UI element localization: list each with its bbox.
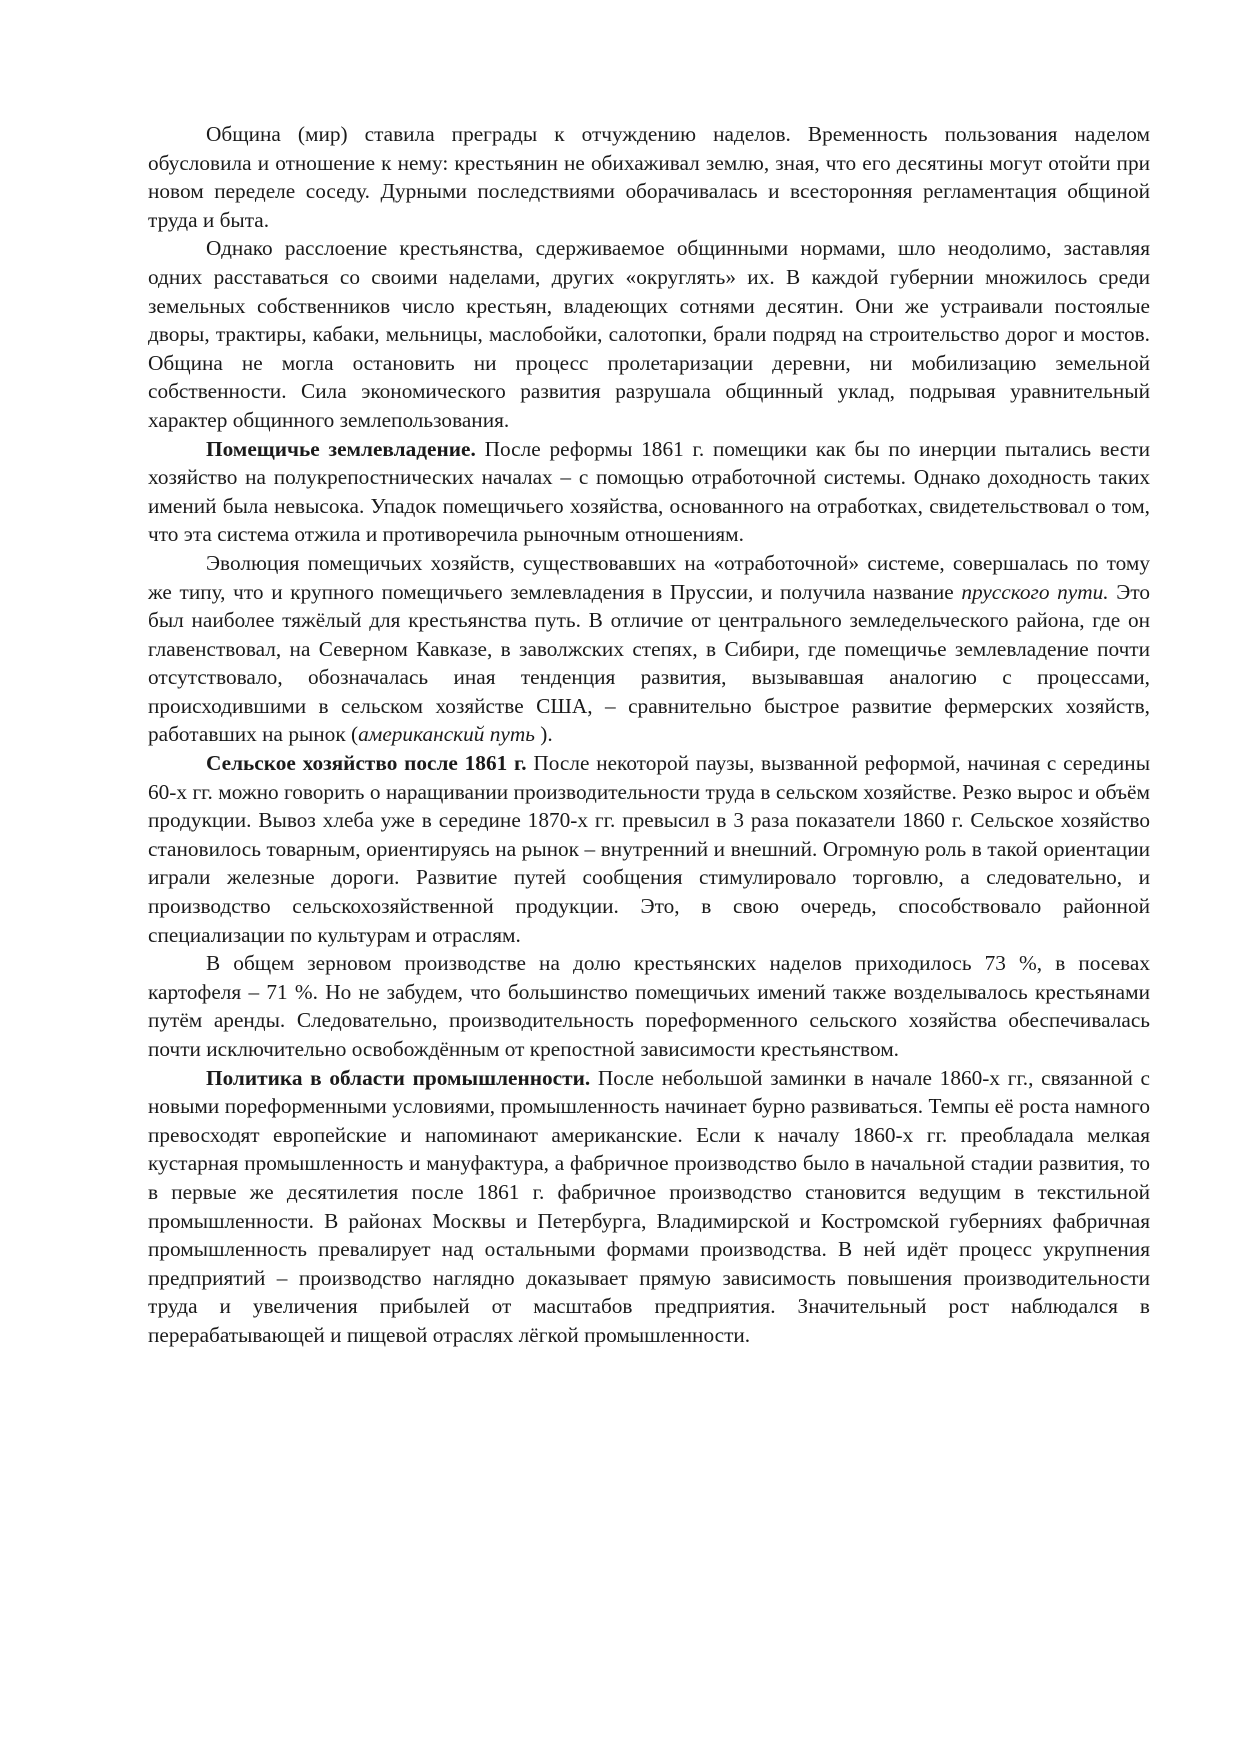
paragraph-text: Эволюция помещичьих хозяйств, существовавших на «отработочной» системе, совершалась по тому же типу, что и крупного помещичьего землевладения в Пруссии, и получила название (148, 550, 1150, 604)
paragraph-industry-policy (148, 1064, 1150, 1350)
italic-term: американский путь (358, 722, 535, 747)
section-heading: Сельское хозяйство после 1861 г. (206, 751, 527, 776)
paragraph-text: После реформы 1861 г. помещики как бы по инерции пытались вести хозяйство на полукрепостнических началах – с помощью отработочной системы. Однако доходность таких имений была невысока. Упадок помещичьего хозяйства, основанного на отработках, свидетельствовал о том, что эта система отжила и противоречила рыночным отношениям. (148, 436, 1150, 547)
paragraph-text: ). (534, 722, 553, 747)
paragraph-text: После небольшой заминки в начале 1860-х гг., связанной с новыми пореформенными условиями, промышленность начинает бурно развиваться. Темпы её роста намного превосходят европейские и напоминают американские. Если к началу 1860-х гг. преобладала мелкая кустарная промышленность и мануфактура, а фабричное производство было в начальной стадии развития, то в первые же десятилетия после 1861 г. фабричное производство становится ведущим в текстильной промышленности. В районах Москвы и Петербурга, Владимирской и Костромской губерниях фабричная промышленность превалирует над остальными формами производства. В ней идёт процесс укрупнения предприятий – производство наглядно доказывает прямую зависимость повышения производительности труда и увеличения прибылей от масштабов предприятия. Значительный рост наблюдался в перерабатывающей и пищевой отраслях лёгкой промышленности. (148, 1065, 1150, 1347)
paragraph-text: Это был наиболее тяжёлый для крестьянства путь. В отличие от центрального земледельческого района, где он главенствовал, на Северном Кавказе, в заволжских степях, в Сибири, где помещичье землевладение почти отсутствовало, обозначалась иная тенденция развития, вызывавшая аналогию с процессами, происходившими в сельском хозяйстве США, – сравнительно быстрое развитие фермерских хозяйств, работавших на рынок ( (148, 579, 1150, 747)
section-heading: Помещичье землевладение. (206, 436, 476, 461)
paragraph-agriculture-after-1861 (148, 749, 1150, 949)
paragraph-text: Община (мир) ставила преграды к отчуждению наделов. Временность пользования наделом обусловила и отношение к нему: крестьянин не обихаживал землю, зная, что его десятины могут отойти при новом переделе соседу. Дурными последствиями оборачивалась и всесторонняя регламентация общиной труда и быта. (148, 122, 1150, 232)
italic-term: прусского пути. (961, 579, 1109, 604)
paragraph-text: После некоторой паузы, вызванной реформой, начиная с середины 60-х гг. можно говорить о наращивании производительности труда в сельском хозяйстве. Резко вырос и объём продукции. Вывоз хлеба уже в середине 1870-х гг. превысил в 3 раза показатели 1860 г. Сельское хозяйство становилось товарным, ориентируясь на рынок – внутренний и внешний. Огромную роль в такой ориентации играли железные дороги. Развитие путей сообщения стимулировало торговлю, а следовательно, и производство сельскохозяйственной продукции. Это, в свою очередь, способствовало районной специализации по культурам и отраслям. (148, 751, 1151, 947)
paragraph-landlord-landownership (148, 435, 1150, 549)
paragraph-prussian-american-path (148, 549, 1150, 749)
document-body (148, 120, 1150, 1350)
paragraph-text: Однако расслоение крестьянства, сдерживаемое общинными нормами, шло неодолимо, заставляя одних расставаться со своими наделами, других «округлять» их. В каждой губернии множилось среди земельных собственников число крестьян, владеющих сотнями десятин. Они же устраивали постоялые дворы, трактиры, кабаки, мельницы, маслобойки, салотопки, брали подряд на строительство дорог и мостов. Община не могла остановить ни процесс пролетаризации деревни, ни мобилизацию земельной собственности. Сила экономического развития разрушала общинный уклад, подрывая уравнительный характер общинного землепользования. (148, 236, 1150, 432)
paragraph-peasant-stratification (148, 234, 1150, 434)
paragraph-commune-restrictions (148, 120, 1150, 234)
section-heading: Политика в области промышленности. (206, 1065, 591, 1090)
paragraph-text: В общем зерновом производстве на долю крестьянских наделов приходилось 73 %, в посевах картофеля – 71 %. Но не забудем, что большинство помещичьих имений также возделывалось крестьянами путём аренды. Следовательно, производительность пореформенного сельского хозяйства обеспечивалась почти исключительно освобождённым от крепостной зависимости крестьянством. (148, 951, 1150, 1061)
paragraph-grain-production-share (148, 949, 1150, 1063)
